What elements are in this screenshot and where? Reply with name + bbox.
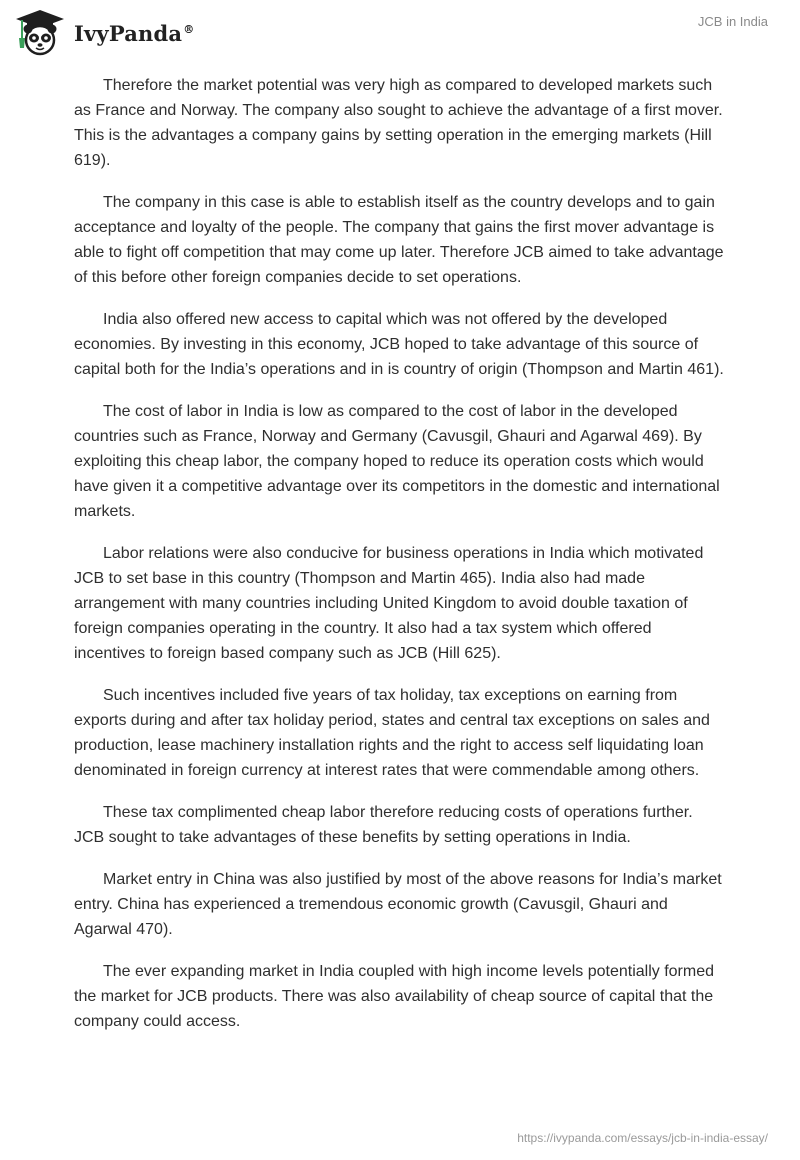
document-title: JCB in India xyxy=(697,14,768,29)
paragraph: The cost of labor in India is low as compared to the cost of labor in the developed countries such as France, Norway and Germany (Cavusgil, Ghauri and Agarwal 469). By exploiting this cheap labor, the company hoped to reduce its operation costs which would have given it a competitive advantage over its competitors in the domestic and international markets. xyxy=(74,403,720,520)
paragraph: The company in this case is able to establish itself as the country develops and to gain acceptance and loyalty of the people. The company that gains the first mover advantage is able to fight off competition that may come up later. Therefore JCB aimed to take advantage of this before other foreign companies decide to set operations. xyxy=(74,194,724,286)
paragraph: Market entry in China was also justified by most of the above reasons for India’s market entry. China has experienced a tremendous economic growth (Cavusgil, Ghauri and Agarwal 470). xyxy=(74,871,722,938)
brand-name: IvyPanda® xyxy=(74,21,195,46)
paragraph: India also offered new access to capital which was not offered by the developed economies. By investing in this economy, JCB hoped to take advantage of this source of capital both for the India’s operations and in is country of origin (Thompson and Martin 461). xyxy=(74,311,724,378)
page-header xyxy=(0,0,800,60)
paragraph: Labor relations were also conducive for business operations in India which motivated JCB to set base in this country (Thompson and Martin 465). India also had made arrangement with many countries including United Kingdom to avoid double taxation of foreign companies operating in the country. It also had a tax system which offered incentives to foreign based company such as JCB (Hill 625). xyxy=(74,545,704,662)
essay-body xyxy=(74,73,726,1051)
ivypanda-logo[interactable] xyxy=(14,8,194,56)
source-url[interactable]: https://ivypanda.com/essays/jcb-in-india-essay/ xyxy=(517,1131,768,1145)
panda-graduate-icon xyxy=(14,8,66,56)
paragraph: The ever expanding market in India coupled with high income levels potentially formed the market for JCB products. There was also availability of cheap source of capital that the company could access. xyxy=(74,963,715,1030)
paragraph: These tax complimented cheap labor therefore reducing costs of operations further. JCB sought to take advantages of these benefits by setting operations in India. xyxy=(74,804,693,846)
paragraph: Therefore the market potential was very high as compared to developed markets such as France and Norway. The company also sought to achieve the advantage of a first mover. This is the advantages a company gains by setting operation in the emerging markets (Hill 619). xyxy=(74,77,723,169)
paragraph: Such incentives included five years of tax holiday, tax exceptions on earning from exports during and after tax holiday period, states and central tax exceptions on sales and production, lease machinery installation rights and the right to access self liquidating loan denominated in foreign currency at interest rates that were commendable among others. xyxy=(74,687,710,779)
